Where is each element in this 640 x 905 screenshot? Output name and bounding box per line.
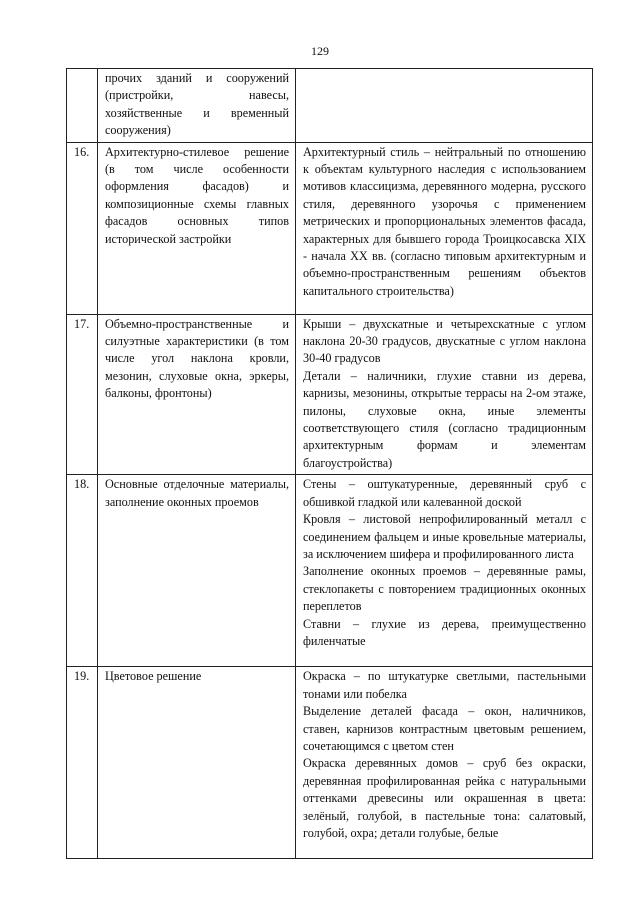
- row-number: 16.: [67, 142, 98, 314]
- requirements-table: [66, 68, 593, 859]
- row-number: 19.: [67, 667, 98, 859]
- row-number: [67, 69, 98, 143]
- requirement-paragraph: Стены – оштукатуренные, деревянный сруб с обшивкой гладкой или калеванной доской: [303, 477, 586, 509]
- requirement-paragraph: Заполнение оконных проемов – деревянные рамы, стеклопакеты с повторением традиционных оконных переплетов: [303, 564, 586, 614]
- table-row: [67, 475, 593, 667]
- row-number: 17.: [67, 314, 98, 475]
- requirement-paragraph: Окраска деревянных домов – сруб без окраски, деревянная профилированная рейка с натуральными оттенками древесины или окрашенная в цвета: зелёный, голубой, в пастельные тона: салатовый, голубой, охра; детали голубые, белые: [303, 756, 586, 840]
- requirement-paragraph: Окраска – по штукатурке светлыми, пастельными тонами или побелка: [303, 669, 586, 701]
- requirement-paragraph: Крыши – двухскатные и четырехскатные с углом наклона 20-30 градусов, двускатные с углом наклона 30-40 градусов: [303, 316, 586, 366]
- requirement-text: [296, 314, 593, 475]
- parameter-name: прочих зданий и сооружений (пристройки, навесы, хозяйственные и временный сооружения): [98, 69, 296, 143]
- requirement-paragraph: Детали – наличники, глухие ставни из дерева, карнизы, мезонины, открытые террасы на 2-ом этаже, пилоны, слуховые окна, иные элементы соответствующего стиля (согласно традиционным архитектурным формам и элементам благоустройства): [303, 368, 586, 470]
- requirement-text: [296, 69, 593, 143]
- parameter-name: Цветовое решение: [98, 667, 296, 859]
- requirement-text: [296, 667, 593, 859]
- table-row: [67, 314, 593, 475]
- requirement-paragraph: Кровля – листовой непрофилированный металл с соединением фальцем и иные кровельные материалы, за исключением шифера и профилированного листа: [303, 512, 586, 561]
- requirement-paragraph: Ставни – глухие из дерева, преимущественно филенчатые: [303, 616, 586, 648]
- parameter-name: Объемно-пространственные и силуэтные характеристики (в том числе угол наклона кровли, мезонин, слуховые окна, эркеры, балконы, фронтоны): [98, 314, 296, 475]
- requirement-paragraph: Выделение деталей фасада – окон, наличников, ставен, карнизов контрастным цветовым решением, сочетающимся с цветом стен: [303, 704, 586, 753]
- parameter-name: Основные отделочные материалы, заполнение оконных проемов: [98, 475, 296, 667]
- requirement-text: Архитектурный стиль – нейтральный по отношению к объектам культурного наследия с использованием мотивов классицизма, деревянного модерна, русского стиля, деревянного узорочья с применением метрических и пропорциональных элементов фасада, характерных для бывшего города Троицкосавска XIX - начала XX вв. (согласно типовым архитектурным и объемно-пространственным решениям объектов капитального строительства): [296, 142, 593, 314]
- table-row: [67, 667, 593, 859]
- page-number: 129: [311, 44, 329, 58]
- table-row: [67, 142, 593, 314]
- parameter-name: Архитектурно-стилевое решение (в том числе особенности оформления фасадов) и композиционные схемы главных фасадов основных типов исторической застройки: [98, 142, 296, 314]
- requirement-text: [296, 475, 593, 667]
- table-row: [67, 69, 593, 143]
- row-number: 18.: [67, 475, 98, 667]
